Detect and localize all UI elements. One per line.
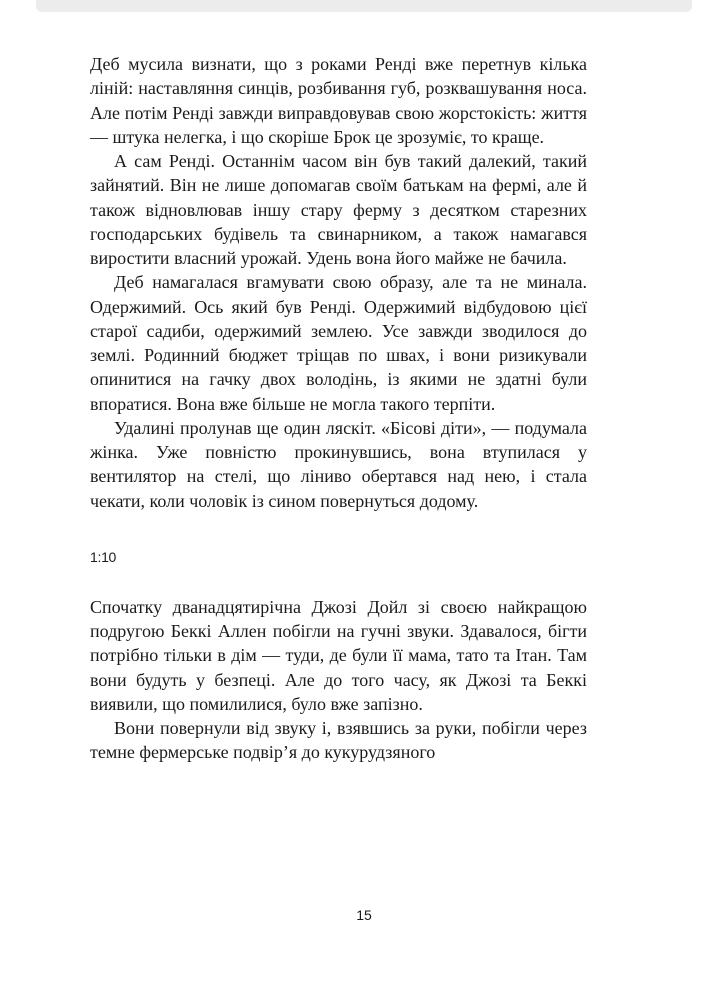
top-bar bbox=[36, 0, 692, 12]
paragraph: Спочатку дванадцятирічна Джозі Дойл зі своєю найкращою подругою Беккі Аллен побігли на гучні звуки. Здавалося, бігти потрібно тільки в дім — туди, де були її мама, тато та Ітан. Там вони будуть у безпеці. Але до того часу, як Джозі та Беккі виявили, що помилилися, було вже запізно. bbox=[90, 596, 587, 714]
paragraph: Деб мусила визнати, що з роками Ренді вже перетнув кілька ліній: наставляння синців, розбивання губ, розквашування носа. Але потім Ренді завжди виправдовував свою жорстокість: життя — штука нелегка, і що скоріше Брок це зрозуміє, то краще. bbox=[90, 54, 587, 147]
paragraph: А сам Ренді. Останнім часом він був такий далекий, такий зайнятий. Він не лише допомагав своїм батькам на фермі, але й також відновлював іншу стару ферму з десятком старезних господарських будівель та свинарником, а також намагався виростити власний урожай. Удень вона його майже не бачила. bbox=[90, 151, 587, 268]
paragraph: Вони повернули від звуку і, взявшись за руки, побігли через темне фермерське подвір’я до кукурудзяного bbox=[90, 718, 587, 763]
paragraph: Деб намагалася вгамувати свою образу, але та не минала. Одержимий. Ось який був Ренді. Одержимий відбудовою цієї старої садиби, одержимий землею. Усе завжди зводилося до землі. Родинний бюджет тріщав по швах, і вони ризикували опинитися на гачку двох володінь, із якими не здатні були впоратися. Вона вже більше не могла такого терпіти. bbox=[90, 272, 587, 414]
section-timestamp: 1:10 bbox=[90, 548, 117, 565]
paragraph: Удалині пролунав ще один ляскіт. «Бісові діти», — подумала жінка. Уже повністю прокинувшись, вона втупилася у вентилятор на стелі, що ліниво обертався над нею, і стала чекати, коли чоловік із сином повернуться додому. bbox=[90, 417, 587, 511]
page-body bbox=[90, 52, 587, 765]
page-number: 15 bbox=[356, 907, 372, 923]
